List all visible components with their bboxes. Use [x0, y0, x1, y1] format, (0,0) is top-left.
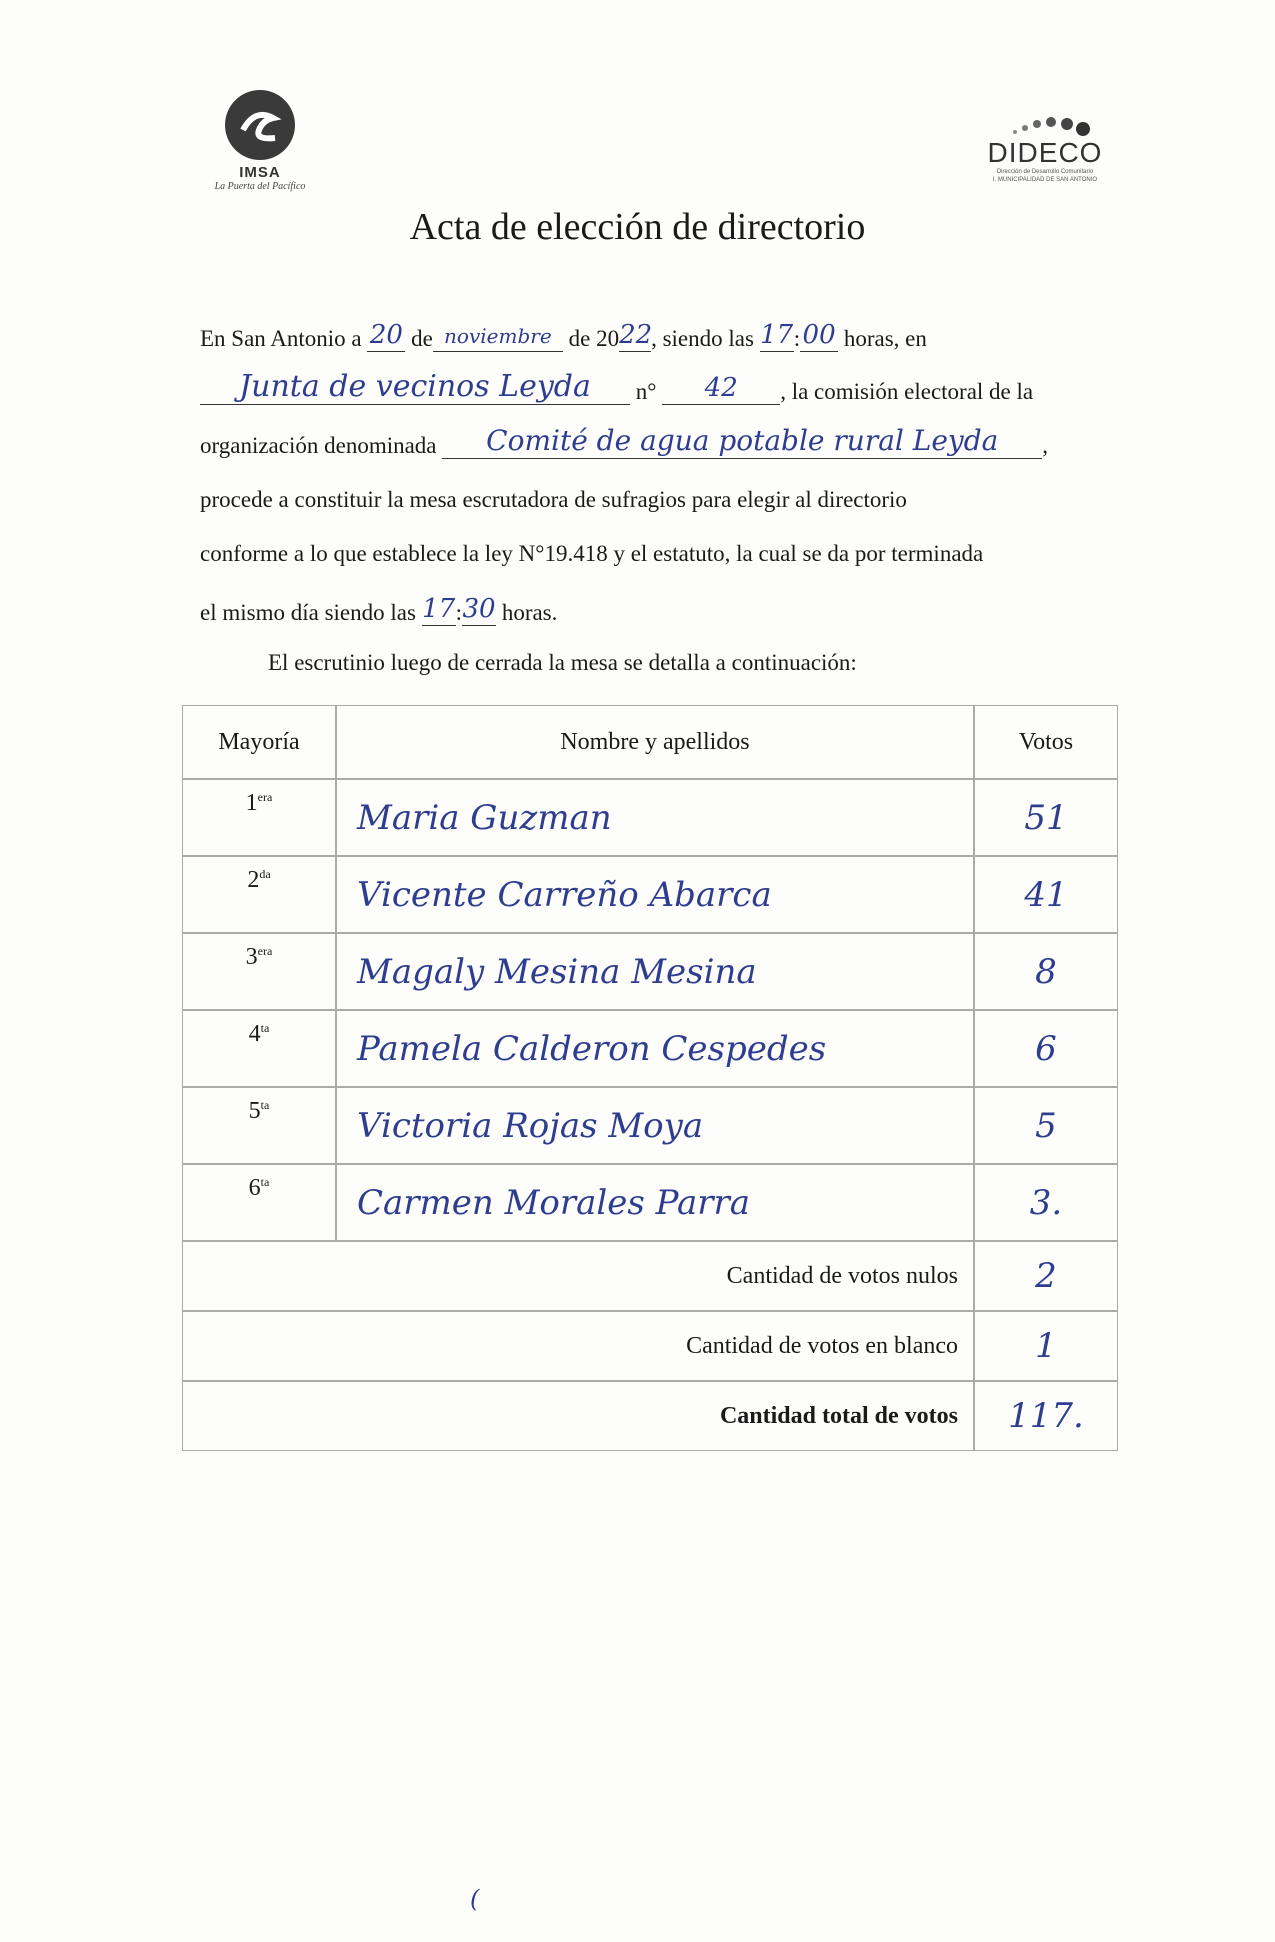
text: , la comisión electoral de la — [780, 379, 1034, 404]
name-cell: Carmen Morales Parra — [336, 1164, 974, 1241]
end-hour-field: 17 — [422, 594, 456, 624]
text: horas. — [501, 600, 558, 625]
dideco-name: DIDECO — [987, 137, 1103, 168]
table-row — [182, 1087, 1118, 1164]
total-votes-row — [182, 1381, 1118, 1451]
text: n° — [635, 379, 657, 404]
organization-field: Comité de agua potable rural Leyda — [442, 426, 1042, 459]
votes-cell: 8 — [974, 933, 1118, 1010]
blank-votes-row — [182, 1311, 1118, 1381]
dideco-municipality: I. MUNICIPALIDAD DE SAN ANTONIO — [992, 177, 1098, 183]
votes-cell: 3. — [974, 1164, 1118, 1241]
table-row — [182, 856, 1118, 933]
text: organización denominada — [200, 433, 437, 458]
rank-cell: $2^{da}$ — [182, 856, 336, 933]
votes-cell: 51 — [974, 779, 1118, 856]
imsa-seal-icon — [225, 90, 295, 160]
text: el mismo día siendo las — [200, 600, 416, 625]
text: En San Antonio a — [200, 326, 362, 351]
null-votes-value: 2 — [974, 1241, 1118, 1311]
table-row — [182, 933, 1118, 1010]
year-field: 22 — [619, 320, 653, 350]
page-title: Acta de elección de directorio — [409, 206, 866, 248]
dideco-logo — [975, 110, 1115, 184]
votes-cell: 6 — [974, 1010, 1118, 1087]
rank-cell: $3^{era}$ — [182, 933, 336, 1010]
rank-cell: $6^{ta}$ — [182, 1164, 336, 1241]
footer-mark: ( — [470, 1885, 480, 1913]
header-mayoria: Mayoría — [182, 705, 336, 779]
dideco-dots-icon — [975, 110, 1115, 138]
rank-cell: $4^{ta}$ — [182, 1010, 336, 1087]
scrutiny-table — [182, 705, 1118, 1451]
imsa-motto: La Puerta del Pacífico — [214, 181, 306, 192]
text: de 20 — [568, 326, 620, 351]
table-header-row — [182, 705, 1118, 779]
text: de — [411, 326, 433, 351]
total-votes-value: 117. — [974, 1381, 1118, 1451]
name-cell: Pamela Calderon Cespedes — [336, 1010, 974, 1087]
total-votes-label: Cantidad total de votos — [182, 1381, 974, 1451]
dideco-subtitle: Dirección de Desarrollo Comunitario — [996, 169, 1094, 175]
month-field: noviembre — [433, 321, 563, 352]
header-votos: Votos — [974, 705, 1118, 779]
body-line-4: procede a constituir la mesa escrutadora de sufragios para elegir al directorio — [200, 487, 907, 512]
day-field: 20 — [367, 320, 405, 352]
body-line-6: el mismo día siendo las 17:30 horas. — [200, 594, 558, 625]
null-votes-row — [182, 1241, 1118, 1311]
header-nombre: Nombre y apellidos — [336, 705, 974, 779]
blank-votes-label: Cantidad de votos en blanco — [182, 1311, 974, 1381]
table-row — [182, 1010, 1118, 1087]
blank-votes-value: 1 — [974, 1311, 1118, 1381]
imsa-logo — [205, 90, 315, 200]
end-min-field: 30 — [462, 594, 496, 624]
table-row — [182, 1164, 1118, 1241]
place-field: Junta de vecinos Leyda — [200, 372, 630, 405]
null-votes-label: Cantidad de votos nulos — [182, 1241, 974, 1311]
rank-cell: $1^{era}$ — [182, 779, 336, 856]
text: horas, en — [843, 326, 927, 351]
name-cell: Magaly Mesina Mesina — [336, 933, 974, 1010]
body-line-1: En San Antonio a 20 de noviembre de 2022, siendo las 17:00 horas, en — [200, 320, 927, 351]
body-line-7: El escrutinio luego de cerrada la mesa se detalla a continuación: — [268, 650, 857, 675]
votes-cell: 5 — [974, 1087, 1118, 1164]
start-min-field: 00 — [800, 320, 838, 352]
name-cell: Victoria Rojas Moya — [336, 1087, 974, 1164]
rank-cell: $5^{ta}$ — [182, 1087, 336, 1164]
body-line-2 — [200, 369, 1105, 412]
number-field: 42 — [662, 373, 780, 405]
table-row — [182, 779, 1118, 856]
start-hour-field: 17 — [760, 320, 794, 350]
votes-cell: 41 — [974, 856, 1118, 933]
text: , siendo las — [651, 326, 754, 351]
body-line-5: conforme a lo que establece la ley N°19.418 y el estatuto, la cual se da por terminada — [200, 541, 984, 566]
name-cell: Vicente Carreño Abarca — [336, 856, 974, 933]
name-cell: Maria Guzman — [336, 779, 974, 856]
imsa-name: IMSA — [239, 164, 281, 181]
body-line-3: organización denominada Comité de agua potable rural Leyda , — [200, 424, 1049, 458]
